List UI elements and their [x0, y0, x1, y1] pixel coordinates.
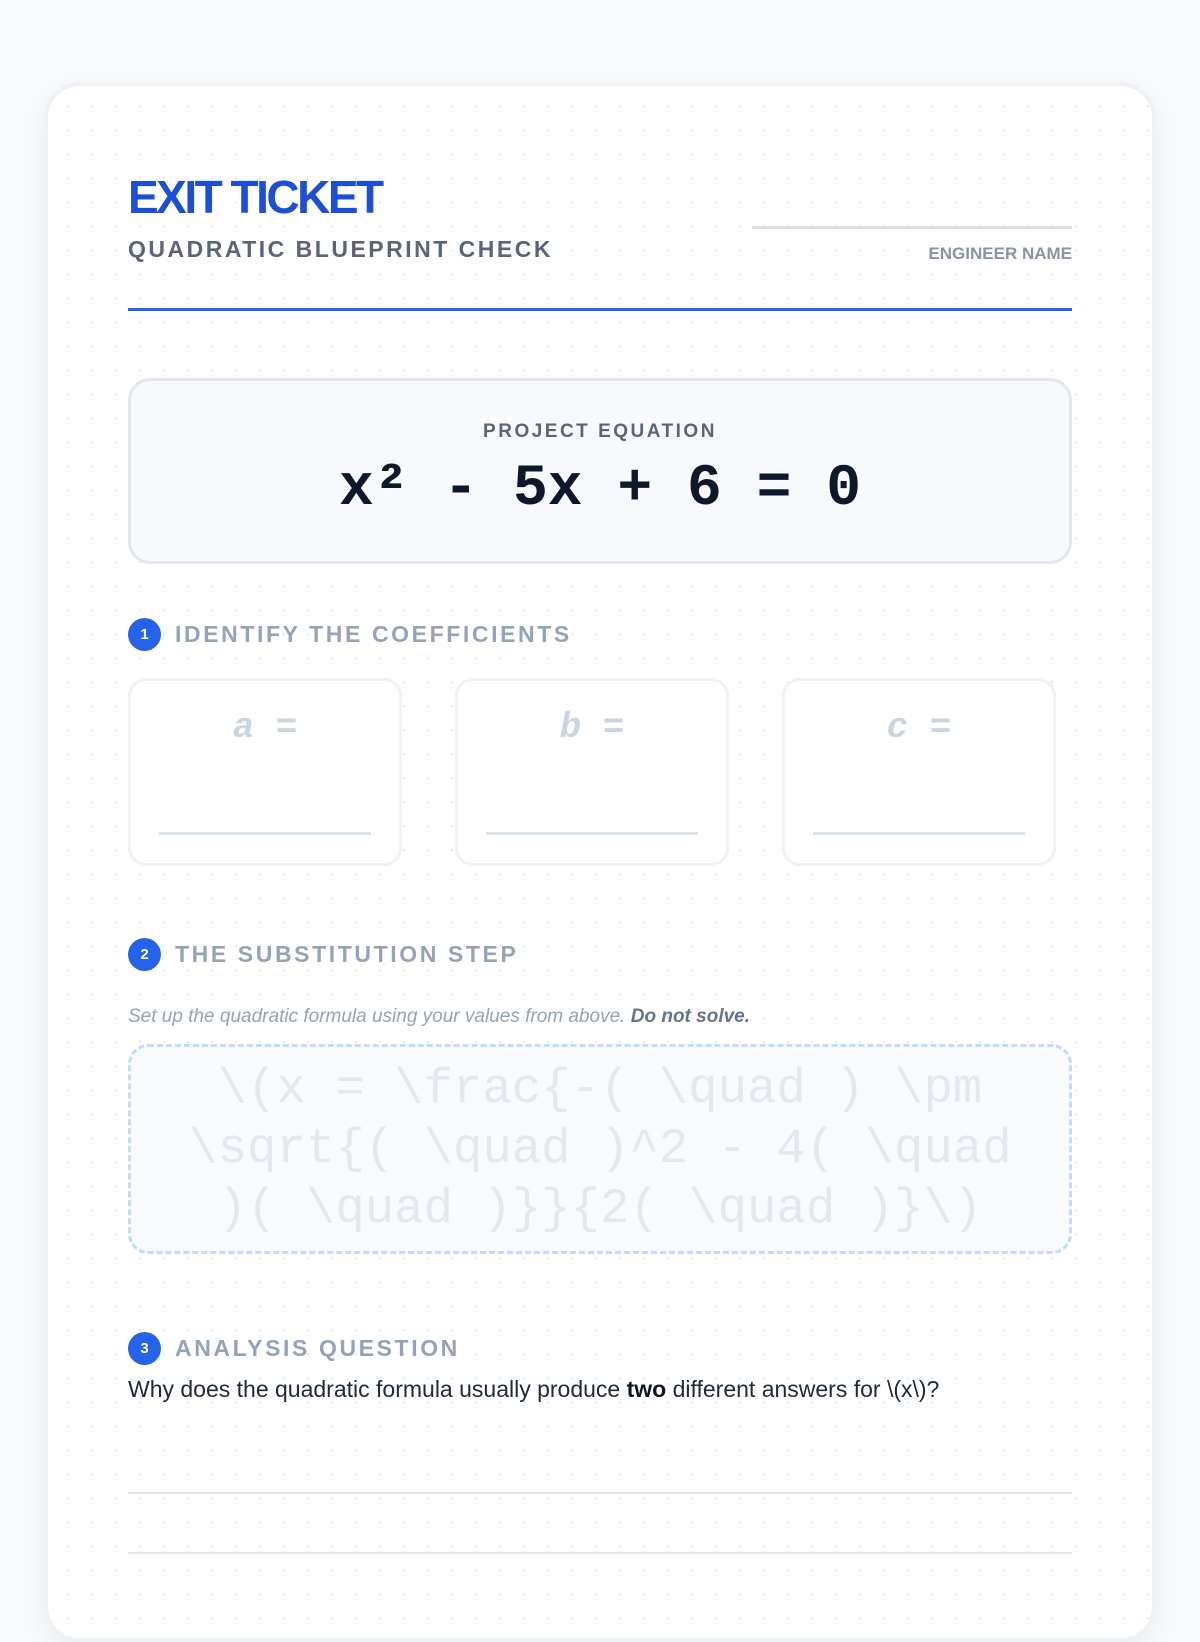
section-title: IDENTIFY THE COEFFICIENTS — [175, 620, 572, 647]
section-title: THE SUBSTITUTION STEP — [175, 940, 519, 967]
coefficient-b-box[interactable] — [455, 678, 729, 866]
header-divider — [128, 308, 1072, 311]
question-emphasis: two — [626, 1376, 667, 1402]
instruction-emphasis: Do not solve. — [630, 1006, 751, 1027]
step-number-badge: 3 — [128, 1332, 161, 1365]
worksheet-title: EXIT TICKET — [128, 171, 382, 223]
coefficient-c-answer-line[interactable] — [813, 832, 1025, 835]
project-equation: x² - 5x + 6 = 0 — [338, 457, 862, 522]
coefficient-b-label: b = — [559, 707, 625, 748]
coefficient-a-answer-line[interactable] — [159, 832, 371, 835]
engineer-name-field[interactable] — [752, 226, 1072, 229]
formula-work-area[interactable] — [128, 1044, 1072, 1254]
substitution-instruction: Set up the quadratic formula using your values from above. Do not solve. — [128, 1006, 751, 1027]
analysis-question: Why does the quadratic formula usually produce two different answers for \(x\)? — [128, 1376, 940, 1402]
section-analysis-question — [128, 1331, 460, 1365]
worksheet-subtitle: QUADRATIC BLUEPRINT CHECK — [128, 236, 553, 262]
coefficient-b-answer-line[interactable] — [486, 832, 698, 835]
coefficient-c-label: c = — [886, 707, 952, 748]
coefficient-a-box[interactable] — [128, 678, 402, 866]
project-equation-label: PROJECT EQUATION — [483, 421, 717, 442]
formula-template: \(x = \frac{-( \quad ) \pm \sqrt{( \quad )^2 - 4( \quad )( \quad )}}{2( \quad )}\) — [188, 1061, 1012, 1237]
answer-line[interactable] — [128, 1492, 1072, 1494]
step-number-badge: 2 — [128, 938, 161, 971]
worksheet-card — [44, 82, 1156, 1642]
coefficient-a-label: a = — [232, 707, 298, 748]
step-number-badge: 1 — [128, 618, 161, 651]
section-identify-coefficients — [128, 617, 572, 651]
project-equation-box — [128, 378, 1072, 564]
engineer-name-label: ENGINEER NAME — [928, 244, 1072, 263]
section-title: ANALYSIS QUESTION — [175, 1334, 460, 1361]
answer-line[interactable] — [128, 1552, 1072, 1554]
section-substitution-step — [128, 937, 518, 971]
coefficient-c-box[interactable] — [782, 678, 1056, 866]
